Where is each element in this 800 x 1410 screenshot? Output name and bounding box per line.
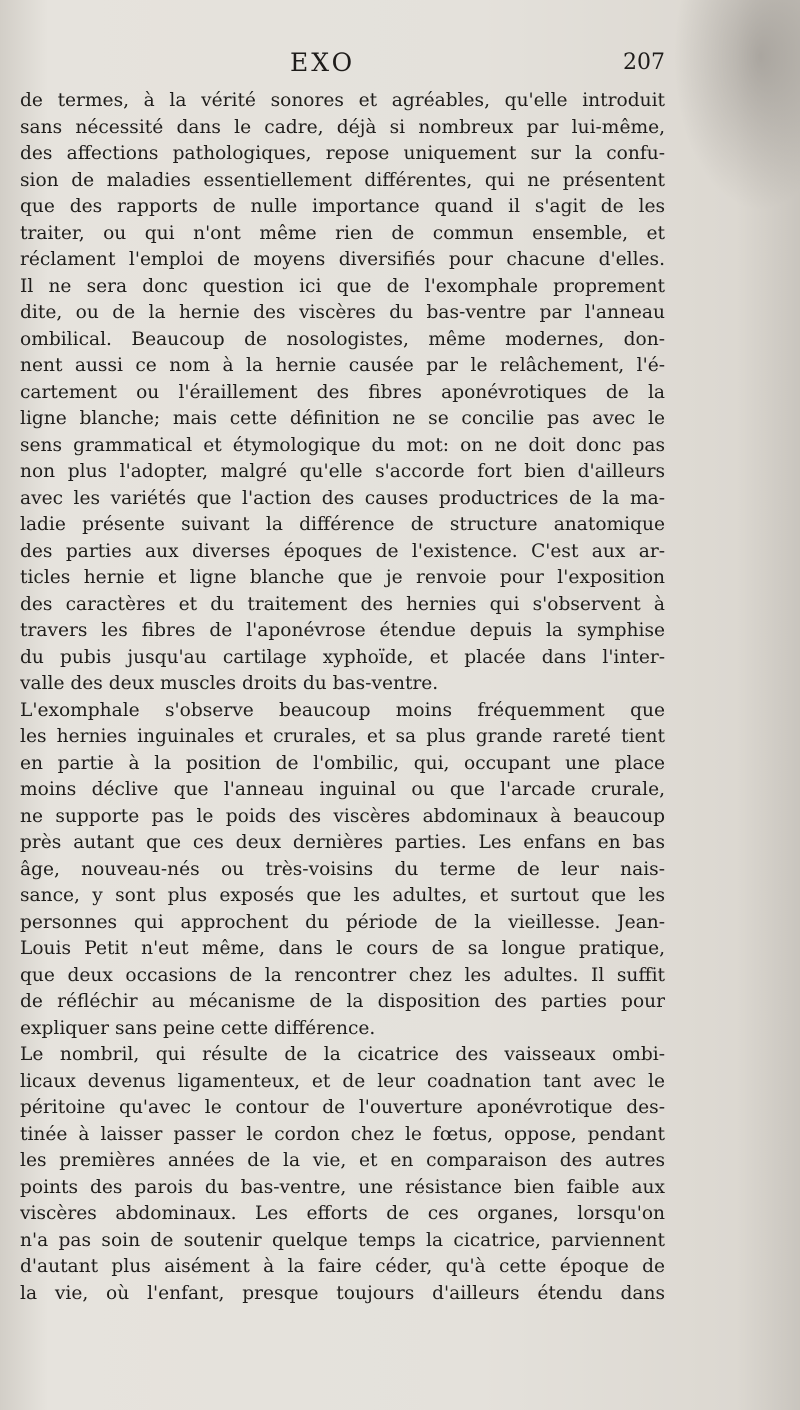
- text-line-42: points des parois du bas-ventre, une résistance bien faible aux: [20, 1176, 665, 1198]
- body-text: [20, 88, 665, 1307]
- text-line-19: ticles hernie et ligne blanche que je renvoie pour l'exposition: [20, 567, 665, 588]
- text-line-32: personnes qui approchent du période de la vieillesse. Jean-: [20, 911, 665, 933]
- text-line-36: expliquer sans peine cette différence.: [20, 1017, 376, 1039]
- text-line-21: travers les fibres de l'aponévrose étendue depuis la symphise: [20, 620, 665, 641]
- text-line-26: en partie à la position de l'ombilic, qui, occupant une place: [20, 752, 665, 774]
- text-line-37: Le nombril, qui résulte de la cicatrice des vaisseaux ombi-: [20, 1044, 665, 1065]
- text-line-9: dite, ou de la hernie des viscères du bas-ventre par l'anneau: [20, 302, 665, 323]
- text-line-4: sion de maladies essentiellement différentes, qui ne présentent: [20, 169, 665, 191]
- text-line-39: péritoine qu'avec le contour de l'ouverture aponévrotique des-: [20, 1097, 665, 1118]
- text-line-34: que deux occasions de la rencontrer chez les adultes. Il suffit: [20, 964, 665, 986]
- text-line-28: ne supporte pas le poids des viscères abdominaux à beaucoup: [20, 805, 665, 827]
- text-line-6: traiter, ou qui n'ont même rien de commun ensemble, et: [20, 222, 665, 244]
- text-line-14: sens grammatical et étymologique du mot: on ne doit donc pas: [20, 434, 665, 456]
- text-line-22: du pubis jusqu'au cartilage xyphoïde, et placée dans l'inter-: [20, 646, 665, 668]
- text-line-33: Louis Petit n'eut même, dans le cours de sa longue pratique,: [20, 938, 665, 959]
- page-number: 207: [623, 50, 665, 75]
- text-line-18: des parties aux diverses époques de l'existence. C'est aux ar-: [20, 540, 665, 562]
- text-line-5: que des rapports de nulle importance quand il s'agit de les: [20, 196, 665, 217]
- text-line-45: d'autant plus aisément à la faire céder, qu'à cette époque de: [20, 1256, 665, 1277]
- text-line-25: les hernies inguinales et crurales, et sa plus grande rareté tient: [20, 726, 665, 747]
- running-head: EXO: [290, 48, 356, 77]
- text-line-31: sance, y sont plus exposés que les adultes, et surtout que les: [20, 885, 665, 906]
- text-line-2: sans nécessité dans le cadre, déjà si nombreux par lui-même,: [20, 116, 665, 138]
- text-line-13: ligne blanche; mais cette définition ne se concilie pas avec le: [20, 408, 665, 429]
- text-line-29: près autant que ces deux dernières parties. Les enfans en bas: [20, 832, 665, 853]
- text-line-24: L'exomphale s'observe beaucoup moins fréquemment que: [20, 699, 665, 721]
- text-line-11: nent aussi ce nom à la hernie causée par le relâchement, l'é-: [20, 355, 665, 376]
- text-line-15: non plus l'adopter, malgré qu'elle s'accorde fort bien d'ailleurs: [20, 461, 665, 482]
- text-line-17: ladie présente suivant la différence de structure anatomique: [20, 514, 665, 535]
- text-line-43: viscères abdominaux. Les efforts de ces organes, lorsqu'on: [20, 1203, 665, 1224]
- text-line-3: des affections pathologiques, repose uniquement sur la confu-: [20, 143, 665, 164]
- text-line-10: ombilical. Beaucoup de nosologistes, même modernes, don-: [20, 328, 665, 350]
- text-line-46: la vie, où l'enfant, presque toujours d'ailleurs étendu dans: [20, 1282, 665, 1304]
- text-line-30: âge, nouveau-nés ou très-voisins du terme de leur nais-: [20, 858, 665, 880]
- text-line-7: réclament l'emploi de moyens diversifiés pour chacune d'elles.: [20, 249, 665, 270]
- page-header: [20, 48, 665, 84]
- text-line-23: valle des deux muscles droits du bas-ventre.: [20, 673, 439, 694]
- text-line-1: de termes, à la vérité sonores et agréables, qu'elle introduit: [20, 90, 665, 111]
- text-line-41: les premières années de la vie, et en comparaison des autres: [20, 1150, 665, 1171]
- text-line-27: moins déclive que l'anneau inguinal ou que l'arcade crurale,: [20, 779, 665, 800]
- text-line-35: de réfléchir au mécanisme de la disposition des parties pour: [20, 991, 665, 1012]
- text-line-38: licaux devenus ligamenteux, et de leur coadnation tant avec le: [20, 1070, 665, 1092]
- text-line-16: avec les variétés que l'action des causes productrices de la ma-: [20, 487, 665, 509]
- text-line-12: cartement ou l'éraillement des fibres aponévrotiques de la: [20, 381, 665, 403]
- text-line-8: Il ne sera donc question ici que de l'exomphale proprement: [20, 275, 665, 297]
- text-line-40: tinée à laisser passer le cordon chez le fœtus, oppose, pendant: [20, 1123, 665, 1145]
- text-line-20: des caractères et du traitement des hernies qui s'observent à: [20, 593, 665, 615]
- text-line-44: n'a pas soin de soutenir quelque temps la cicatrice, parviennent: [20, 1229, 665, 1251]
